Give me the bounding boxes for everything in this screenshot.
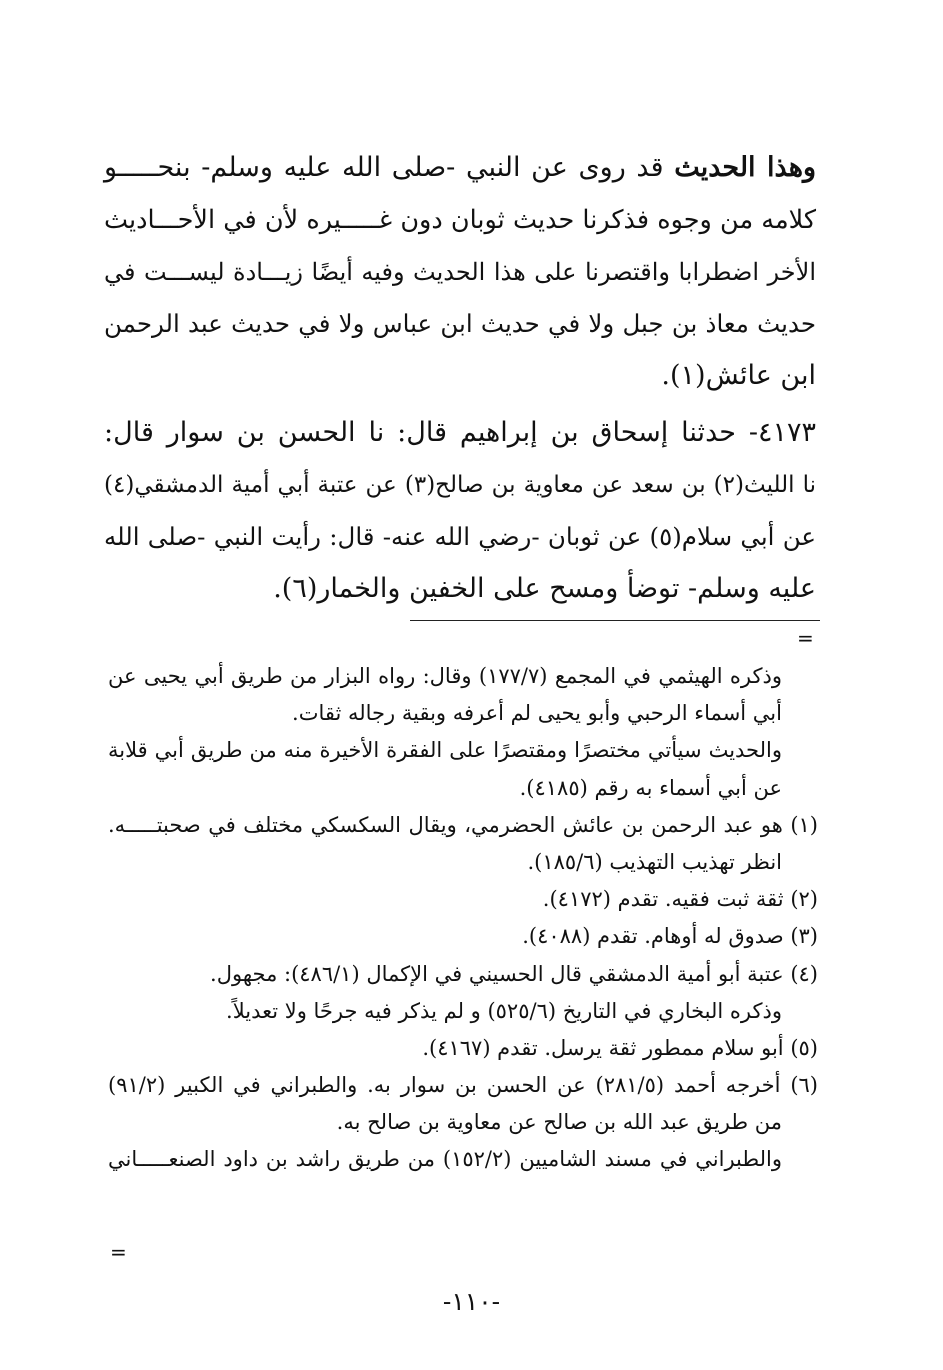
footnote-line: (١) هو عبد الرحمن بن عائش الحضرمي، ويقال السكسكي مختلف في صحبتـــــه. xyxy=(108,812,818,837)
main-text xyxy=(104,142,816,615)
footnote-line: (٢) ثقة ثبت فقيه. تقدم (٤١٧٢). xyxy=(542,887,818,912)
paragraph-line: ابن عائش(١). xyxy=(661,360,816,391)
footnote-line: وذكره الهيثمي في المجمع (١٧٧/٧) وقال: رواه البزار من طريق أبي يحيى عن xyxy=(108,664,782,688)
paragraph-line: كلامه من وجوه فذكرنا حديث ثوبان دون غـــــيره لأن في الأحـــاديث xyxy=(104,205,816,235)
footnote-line: (٤) عتبة أبو أمية الدمشقي قال الحسيني في الإكمال (٤٨٦/١): مجهول. xyxy=(210,961,818,986)
hadith-line: ٤١٧٣- حدثنا إسحاق بن إبراهيم قال: نا الحسن بن سوار قال: xyxy=(104,417,816,448)
lead-phrase: وهذا الحديث xyxy=(674,152,816,183)
footnotes xyxy=(108,658,818,1179)
hadith-line: عليه وسلم- توضأ ومسح على الخفين والخمار(٦). xyxy=(273,573,816,604)
paragraph-line: الأخر اضطرابا واقتصرنا على هذا الحديث وفيه أيضًا زيـــادة ليســـت في xyxy=(104,258,816,286)
footnote-line: وذكره البخاري في التاريخ (٥٢٥/٦) و لم يذكر فيه جرحًا ولا تعديلاً. xyxy=(226,998,782,1023)
hadith-line: عن أبي سلام(٥) عن ثوبان -رضي الله عنه- قال: رأيت النبي -صلى الله xyxy=(104,522,817,551)
hadith-line: نا الليث(٢) بن سعد عن معاوية بن صالح(٣) عن عتبة أبي أمية الدمشقي(٤) xyxy=(104,472,816,498)
footnote-line: من طريق عبد الله بن صالح عن معاوية بن صالح به. xyxy=(336,1110,782,1135)
footnote-line: (٥) أبو سلام ممطور ثقة يرسل. تقدم (٤١٦٧). xyxy=(422,1035,818,1060)
continuation-mark: = xyxy=(110,1240,127,1264)
footnote-line: (٣) صدوق له أوهام. تقدم (٤٠٨٨). xyxy=(522,924,818,949)
footnote-line: والطبراني في مسند الشاميين (١٥٢/٢) من طريق راشد بن داود الصنعـــــاني xyxy=(108,1147,782,1172)
page-number: -١١٠- xyxy=(442,1287,501,1316)
footnote-line: أبي أسماء الرحبي وأبو يحيى لم أعرفه وبقية رجاله ثقات. xyxy=(292,701,782,726)
continuation-mark: = xyxy=(797,626,814,650)
footnote-line: انظر تهذيب التهذيب (١٨٥/٦). xyxy=(527,849,782,874)
paragraph-line: حديث معاذ بن جبل ولا في حديث ابن عباس ولا في حديث عبد الرحمن xyxy=(104,309,816,338)
paragraph-line xyxy=(104,142,816,194)
paragraph-line-text: قد روى عن النبي -صلى الله عليه وسلم- بنحـــــو xyxy=(104,152,664,183)
footnote-line: عن أبي أسماء به رقم (٤١٨٥). xyxy=(519,775,782,800)
footnote-divider xyxy=(410,620,820,621)
footnote-line: (٦) أخرجه أحمد (٢٨١/٥) عن الحسن بن سوار به. والطبراني في الكبير (٩١/٢) xyxy=(108,1073,818,1098)
footnote-line: والحديث سيأتي مختصرًا ومقتصرًا على الفقرة الأخيرة منه من طريق أبي قلابة xyxy=(108,738,782,763)
